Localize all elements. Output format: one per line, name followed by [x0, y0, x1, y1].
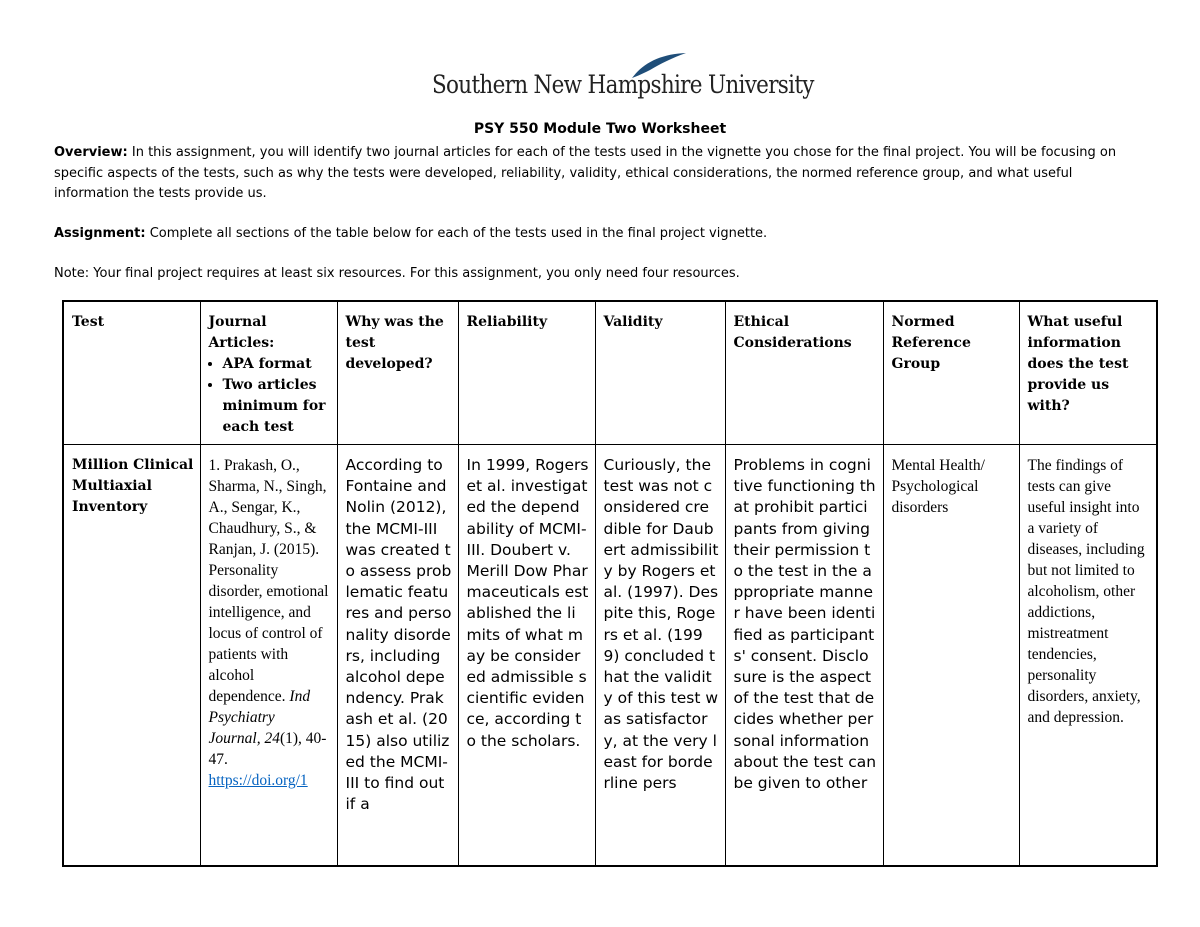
assignment-text: Complete all sections of the table below for each of the tests used in the final project vignette. [149, 226, 768, 241]
header-normed: Normed Reference Group [883, 301, 1019, 445]
worksheet-table [62, 300, 1158, 867]
list-item: • Two articles minimum for each test [223, 375, 331, 438]
cell-test-name: Million Clinical Multiaxial Inventory [63, 445, 200, 867]
header-ethical: Ethical Considerations [725, 301, 883, 445]
cell-useful-info: The findings of tests can give useful insight into a variety of diseases, including but not limited to alcoholism, other addictions, mistreatment tendencies, personality disorders, anxiety, and depression. [1019, 445, 1157, 867]
university-logo [432, 52, 814, 104]
cell-ethical: Problems in cognitive functioning that prohibit participants from giving their permission to the test in the appropriate manner have been identified as participants' consent. Disclosure is the aspect of the test that decides whether personal information about the test can be given to other [725, 445, 883, 867]
header-journal-articles [200, 301, 337, 445]
doi-link[interactable]: https://doi.org/1 [208, 772, 308, 789]
header-why-developed: Why was the test developed? [337, 301, 458, 445]
logo-text: Southern New Hampshire University [432, 70, 814, 99]
journal-issue: (1), 40-47. [208, 730, 327, 768]
assignment-label: Assignment: [54, 226, 146, 241]
assignment-paragraph [54, 224, 1144, 245]
list-item: • APA format [223, 354, 331, 375]
header-validity: Validity [595, 301, 725, 445]
header-test: Test [63, 301, 200, 445]
leaf-icon [628, 52, 688, 80]
header-reliability: Reliability [458, 301, 595, 445]
cell-journal-articles [200, 445, 337, 867]
cell-reliability: In 1999, Rogers et al. investigated the dependability of MCMI-III. Doubert v. Merill Dow Pharmaceuticals established the limits of what may be considered admissible scientific evidence, according to the scholars. [458, 445, 595, 867]
cell-why-developed: According to Fontaine and Nolin (2012), the MCMI-III was created to assess problematic features and personality disorders, including alcohol dependency. Prakash et al. (2015) also utilized the MCMI-III to find out if a [337, 445, 458, 867]
overview-text: In this assignment, you will identify two journal articles for each of the tests used in the vignette you chose for the final project. You will be focusing on specific aspects of the tests, such as why the tests were developed, reliability, validity, ethical considerations, the normed reference group, and what useful information the tests provide us. [54, 145, 1117, 201]
cell-normed: Mental Health/ Psychological disorders [883, 445, 1019, 867]
header-useful-info: What useful information does the test provide us with? [1019, 301, 1157, 445]
table-row [63, 445, 1157, 867]
journal-citation: 1. Prakash, O., Sharma, N., Singh, A., Sengar, K., Chaudhury, S., & Ranjan, J. (2015). Personality disorder, emotional intelligence, and locus of control of patients with alcohol dependence. [208, 457, 329, 705]
table-header-row [63, 301, 1157, 445]
overview-paragraph [54, 143, 1144, 205]
note-paragraph: Note: Your final project requires at least six resources. For this assignment, you only need four resources. [54, 266, 740, 281]
cell-validity: Curiously, the test was not considered credible for Daubert admissibility by Rogers et al. (1997). Despite this, Rogers et al. (1999) concluded that the validity of this test was satisfactory, at the very least for borderline pers [595, 445, 725, 867]
overview-label: Overview: [54, 145, 128, 160]
journal-requirements-list [209, 354, 331, 438]
worksheet-title: PSY 550 Module Two Worksheet [473, 121, 727, 137]
journal-name: Ind Psychiatry Journal, 24 [208, 688, 311, 747]
header-journal-title: Journal Articles: [208, 314, 275, 351]
